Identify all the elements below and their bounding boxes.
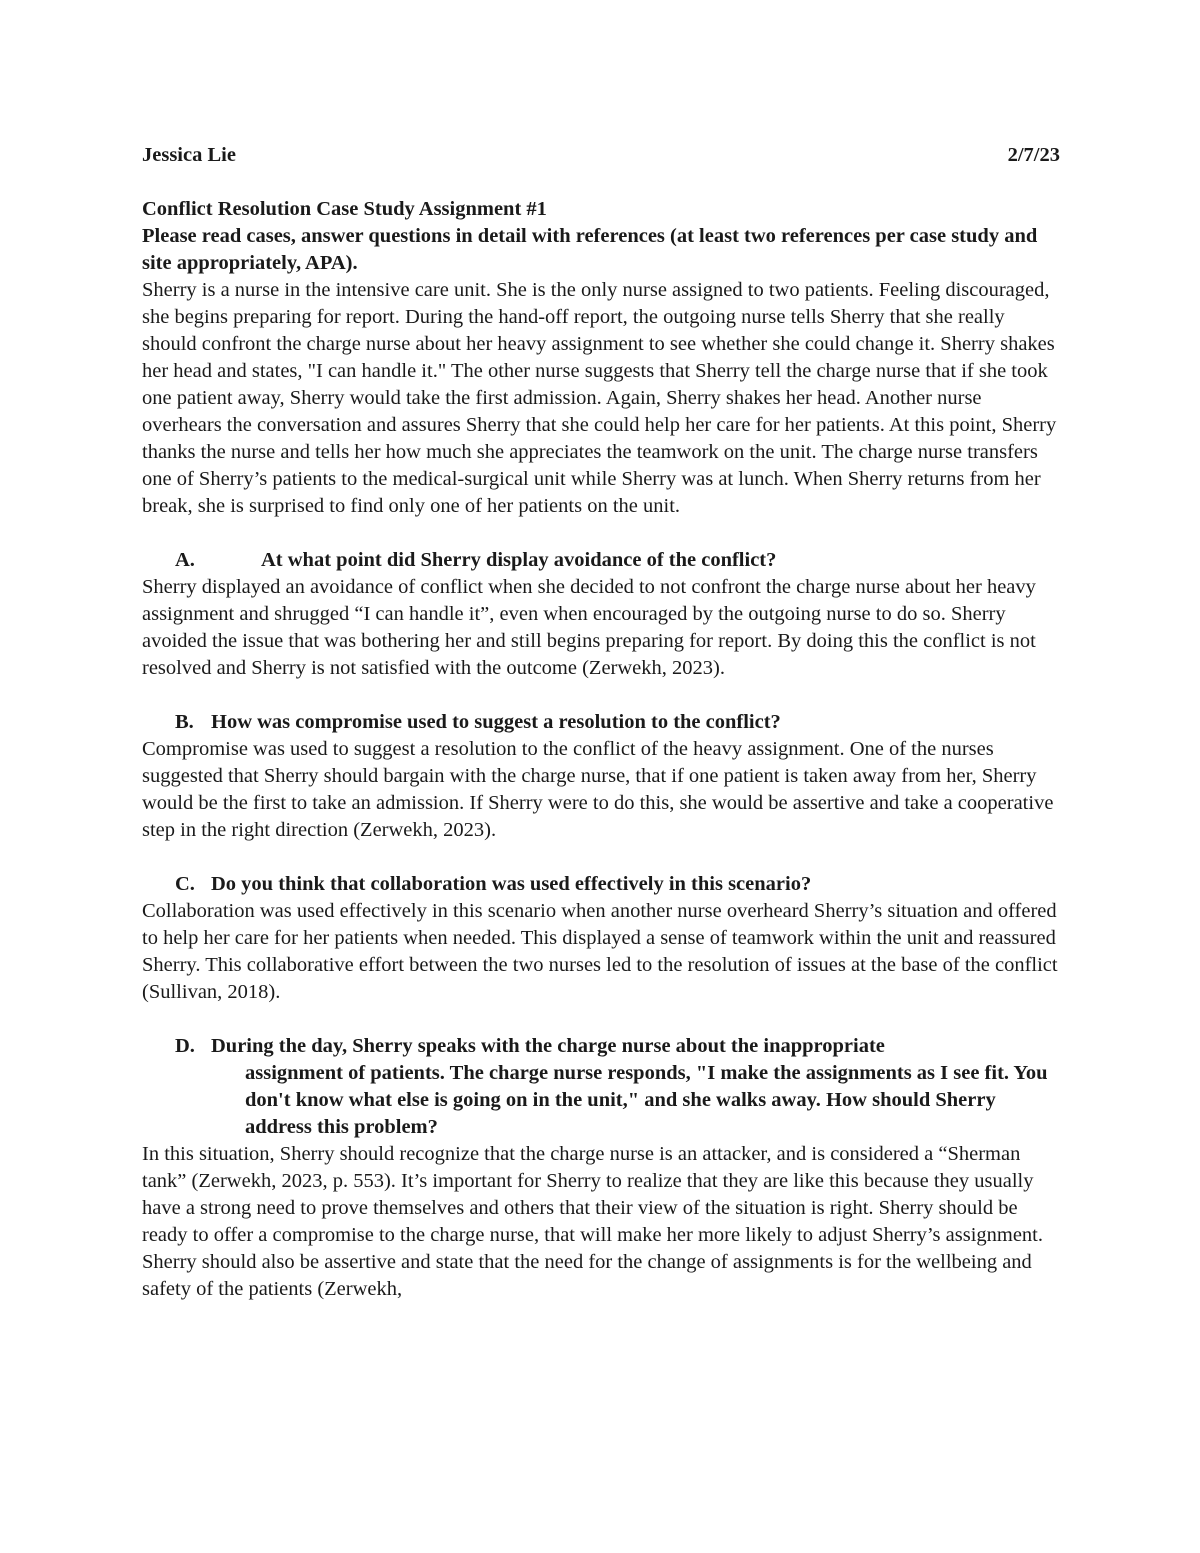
- assignment-title: Conflict Resolution Case Study Assignment #1: [142, 198, 547, 220]
- assignment-instructions: Please read cases, answer questions in detail with references (at least two references per case study and site appropriately, APA).: [142, 225, 1038, 274]
- question-text: Do you think that collaboration was used effectively in this scenario?: [211, 873, 812, 895]
- spacer: [142, 682, 1060, 709]
- question-letter: B.: [175, 711, 194, 733]
- document-page: [142, 142, 1060, 1303]
- question-text-continued: assignment of patients. The charge nurse responds, "I make the assignments as I see fit. You don't know what else is going on in the unit," and she walks away. How should Sherry address this problem?: [245, 1062, 1048, 1138]
- question-text-line1: During the day, Sherry speaks with the charge nurse about the inappropriate: [211, 1035, 885, 1057]
- question-text-block: [211, 1033, 1060, 1141]
- question-letter: A.: [175, 549, 195, 571]
- question-d: [142, 1033, 1060, 1141]
- question-text: How was compromise used to suggest a resolution to the conflict?: [211, 711, 781, 733]
- answer-b: Compromise was used to suggest a resolution to the conflict of the heavy assignment. One of the nurses suggested that Sherry should bargain with the charge nurse, that if one patient is taken away from her, Sherry would be the first to take an admission. If Sherry were to do this, she would be assertive and take a cooperative step in the right direction (Zerwekh, 2023).: [142, 738, 1054, 841]
- question-text: At what point did Sherry display avoidance of the conflict?: [261, 549, 777, 571]
- answer-d: In this situation, Sherry should recognize that the charge nurse is an attacker, and is considered a “Sherman tank” (Zerwekh, 2023, p. 553). It’s important for Sherry to realize that they are like this because they usually have a strong need to prove themselves and others that their view of the situation is right. Sherry should be ready to offer a compromise to the charge nurse, that will make her more likely to adjust Sherry’s assignment. Sherry should also be assertive and state that the need for the change of assignments is for the wellbeing and safety of the patients (Zerwekh,: [142, 1143, 1043, 1300]
- question-c: [142, 871, 1060, 898]
- spacer: [142, 520, 1060, 547]
- spacer: [142, 844, 1060, 871]
- question-a: [142, 547, 1060, 574]
- question-b: [142, 709, 1060, 736]
- answer-c: Collaboration was used effectively in this scenario when another nurse overheard Sherry’s situation and offered to help her care for her patients when needed. This displayed a sense of teamwork within the unit and reassured Sherry. This collaborative effort between the two nurses led to the resolution of issues at the base of the conflict (Sullivan, 2018).: [142, 900, 1058, 1003]
- question-letter: C.: [175, 873, 195, 895]
- document-header: [142, 142, 1060, 169]
- question-letter: D.: [175, 1035, 195, 1057]
- author-name: Jessica Lie: [142, 144, 236, 166]
- spacer: [142, 1006, 1060, 1033]
- case-study-text: Sherry is a nurse in the intensive care unit. She is the only nurse assigned to two patients. Feeling discouraged, she begins preparing for report. During the hand-off report, the outgoing nurse tells Sherry that she really should confront the charge nurse about her heavy assignment to see whether she could change it. Sherry shakes her head and states, "I can handle it." The other nurse suggests that Sherry tell the charge nurse that if she took one patient away, Sherry would take the first admission. Again, Sherry shakes her head. Another nurse overhears the conversation and assures Sherry that she could help her care for her patients. At this point, Sherry thanks the nurse and tells her how much she appreciates the teamwork on the unit. The charge nurse transfers one of Sherry’s patients to the medical-surgical unit while Sherry was at lunch. When Sherry returns from her break, she is surprised to find only one of her patients on the unit.: [142, 279, 1057, 517]
- answer-a: Sherry displayed an avoidance of conflict when she decided to not confront the charge nurse about her heavy assignment and shrugged “I can handle it”, even when encouraged by the outgoing nurse to do so. Sherry avoided the issue that was bothering her and still begins preparing for report. By doing this the conflict is not resolved and Sherry is not satisfied with the outcome (Zerwekh, 2023).: [142, 576, 1036, 679]
- document-date: 2/7/23: [1007, 144, 1060, 166]
